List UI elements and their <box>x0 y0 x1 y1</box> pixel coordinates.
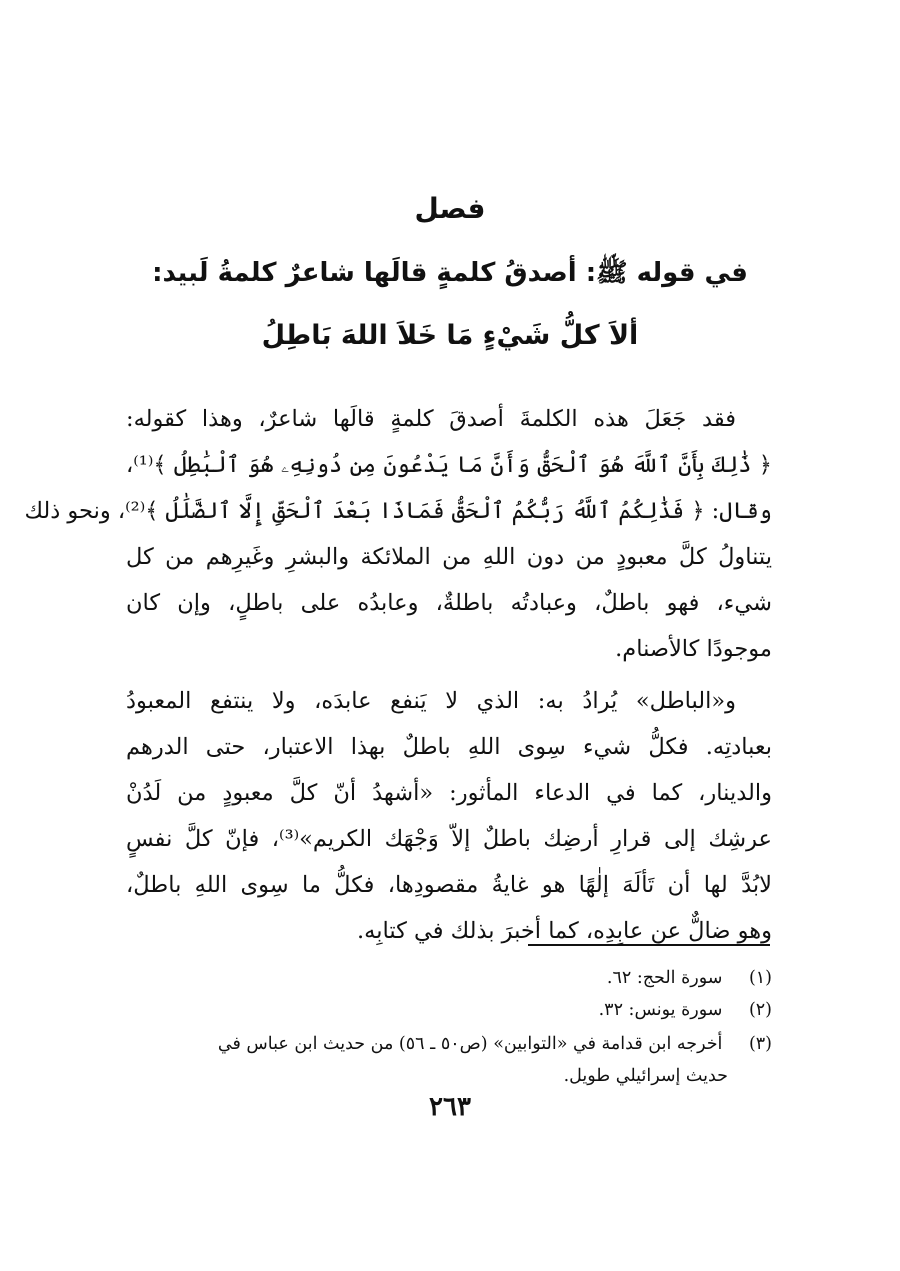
paragraph-2-line-1: و«الباطل» يُرادُ به: الذي لا يَنفع عابدَه، ولا ينتفع المعبودُ <box>126 688 736 714</box>
footnote-divider <box>528 944 770 946</box>
footnote-1-text: سورة الحج: ٦٢. <box>606 968 723 988</box>
paragraph-1-line-3: وقال: ﴿ فَذَٰلِكُمُ ٱللَّهُ رَبُّكُمُ ٱلْحَقُّ فَمَاذَا بَعْدَ ٱلْحَقِّ إِلَّا ٱلضَّلَٰلُ ﴾⁽²⁾، ونحو ذلك <box>24 498 772 524</box>
footnote-1 <box>120 962 772 994</box>
footnote-1-number: (١) <box>748 968 772 988</box>
paragraph-2-line-4: عرشِك إلى قرارِ أرضِك باطلٌ إلاّ وَجْهَك الكريم»⁽³⁾، فإنّ كلَّ نفسٍ <box>126 826 772 852</box>
footnote-3-text: أخرجه ابن قدامة في «التوابين» (ص٥٠ ـ ٥٦) من حديث ابن عباس في <box>217 1034 723 1054</box>
paragraph-1-line-1: فقد جَعَلَ هذه الكلمةَ أصدقَ كلمةٍ قالَها شاعرٌ، وهذا كقوله: <box>126 406 736 432</box>
paragraph-2-line-6: وهو ضالٌّ عن عابِدِه، كما أخبرَ بذلك في كتابِه. <box>356 918 772 944</box>
footnote-2 <box>120 994 772 1026</box>
footnote-2-number: (٢) <box>748 1000 772 1020</box>
paragraph-2-line-2: بعبادتِه. فكلُّ شيء سِوى اللهِ باطلٌ بهذا الاعتبار، حتى الدرهم <box>126 734 772 760</box>
footnote-3-number: (٣) <box>748 1034 772 1054</box>
page-number: ٢٦٣ <box>429 1092 471 1122</box>
section-title: فصل <box>414 192 486 225</box>
paragraph-1-line-5: شيء، فهو باطلٌ، وعبادتُه باطلةٌ، وعابدُه على باطلٍ، وإن كان <box>126 590 772 616</box>
footnote-3 <box>120 1028 772 1060</box>
section-subtitle: في قوله ﷺ: أصدقُ كلمةٍ قالَها شاعرٌ كلمةُ لَبيد: <box>152 258 748 288</box>
paragraph-1-line-2: ﴿ ذَٰلِكَ بِأَنَّ ٱللَّهَ هُوَ ٱلْحَقُّ وَأَنَّ مَا يَدْعُونَ مِن دُونِهِۦ هُوَ ٱلْبَٰطِلُ ﴾⁽¹⁾، <box>126 452 772 478</box>
poem-verse: ألاَ كلُّ شَيْءٍ مَا خَلاَ اللهَ بَاطِلُ <box>261 320 639 351</box>
paragraph-2-line-5: لابُدَّ لها أن تَألَهَ إلٰهًا هو غايةُ مقصودِها، فكلُّ ما سِوى اللهِ باطلٌ، <box>126 872 772 898</box>
paragraph-1-line-6: موجودًا كالأصنام. <box>615 636 772 662</box>
footnote-2-text: سورة يونس: ٣٢. <box>598 1000 723 1020</box>
paragraph-2-line-3: والدينار، كما في الدعاء المأثور: «أشهدُ أنّ كلَّ معبودٍ من لَدُنْ <box>126 780 772 806</box>
footnote-3-continuation: حديث إسرائيلي طويل. <box>563 1066 728 1086</box>
paragraph-1-line-4: يتناولُ كلَّ معبودٍ من دون اللهِ من الملائكة والبشرِ وغَيرِهم من كل <box>126 544 772 570</box>
